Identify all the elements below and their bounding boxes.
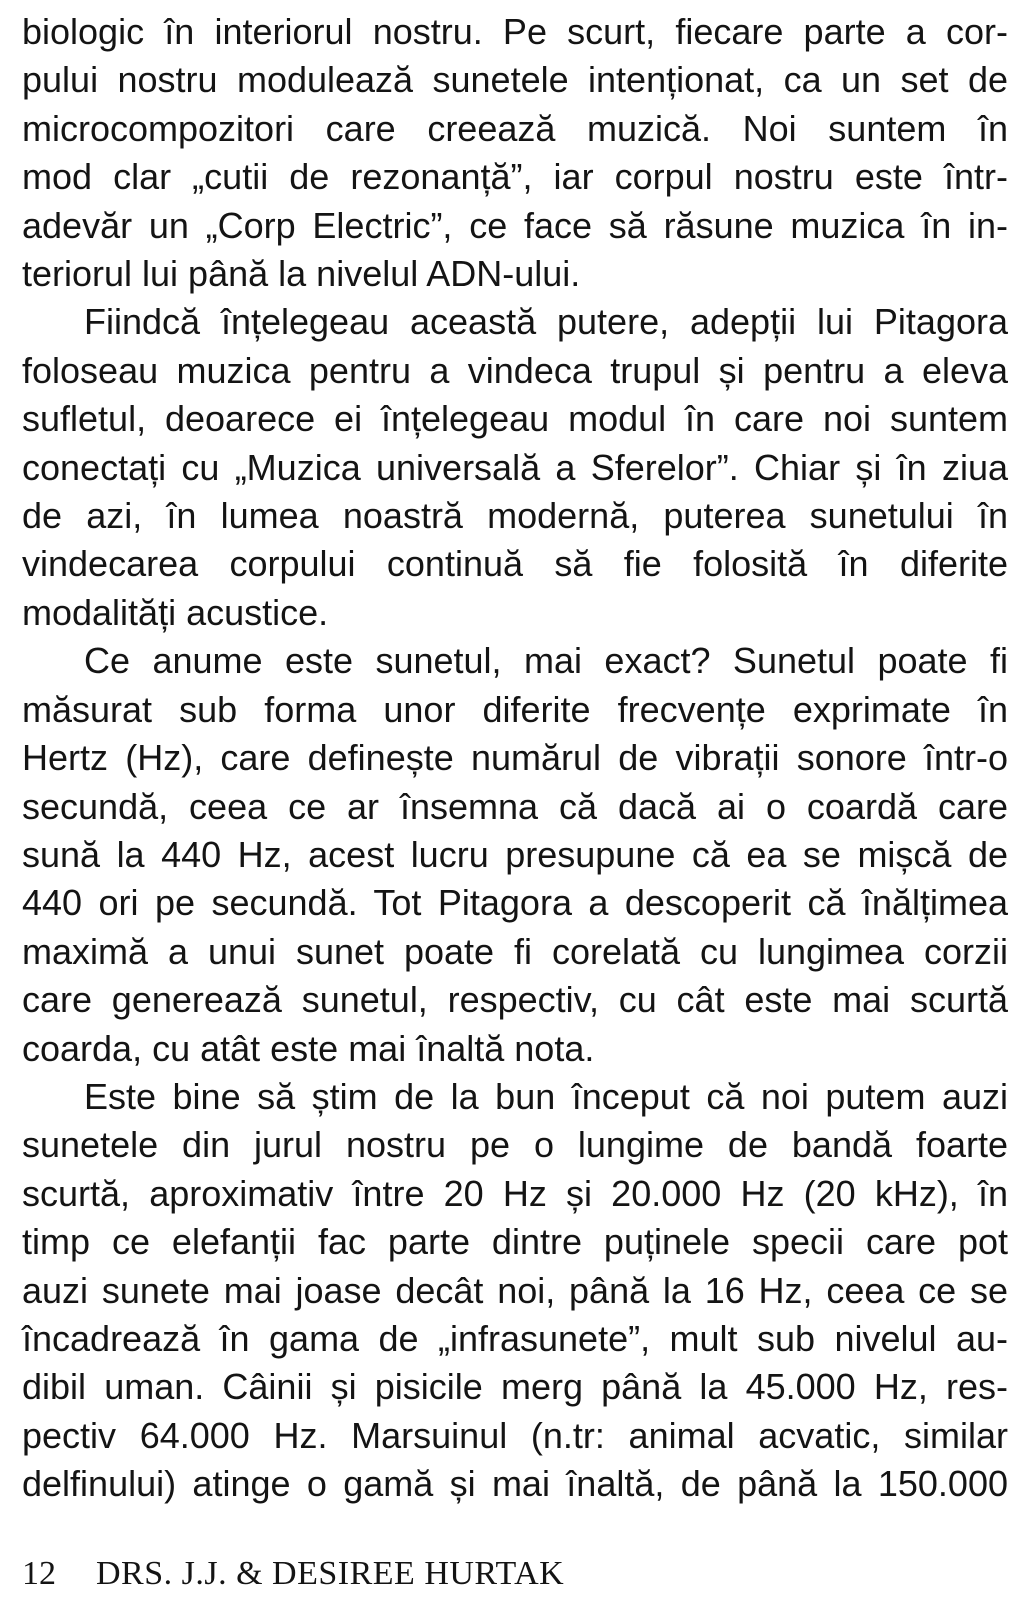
- paragraph: [22, 298, 1008, 637]
- page-number: 12: [22, 1554, 56, 1592]
- text-line: timp ce elefanții fac parte dintre puținele specii care pot: [22, 1221, 1008, 1263]
- text-line: care generează sunetul, respectiv, cu cât este mai scurtă: [22, 979, 1008, 1021]
- text-line: biologic în interiorul nostru. Pe scurt, fiecare parte a cor-: [22, 11, 1008, 52]
- running-title: DRS. J.J. & DESIREE HURTAK: [96, 1554, 565, 1592]
- text-line: adevăr un „Corp Electric”, ce face să răsune muzica în in-: [22, 204, 1008, 246]
- text-line: maximă a unui sunet poate fi corelată cu lungimea corzii: [22, 930, 1008, 972]
- paragraph: [22, 637, 1008, 1073]
- paragraph: [22, 8, 1008, 298]
- text-line: pului nostru modulează sunetele intenționat, ca un set de: [22, 59, 1008, 101]
- text-line: măsurat sub forma unor diferite frecvențe exprimate în: [22, 688, 1008, 730]
- text-line: secundă, ceea ce ar însemna că dacă ai o coardă care: [22, 785, 1008, 827]
- text-line: modalități acustice.: [22, 591, 329, 633]
- text-line: vindecarea corpului continuă să fie folosită în diferite: [22, 543, 1008, 585]
- text-line: Ce anume este sunetul, mai exact? Sunetul poate fi: [84, 640, 1008, 682]
- text-line: sună la 440 Hz, acest lucru presupune că ea se mișcă de: [22, 833, 1008, 875]
- text-line: scurtă, aproximativ între 20 Hz și 20.000 Hz (20 kHz), în: [22, 1172, 1008, 1214]
- text-line: de azi, în lumea noastră modernă, puterea sunetului în: [22, 495, 1008, 537]
- paragraph: [22, 1073, 1008, 1509]
- text-line: foloseau muzica pentru a vindeca trupul și pentru a eleva: [22, 349, 1008, 391]
- text-line: coarda, cu atât este mai înaltă nota.: [22, 1027, 595, 1069]
- page-footer: [22, 1555, 1008, 1593]
- text-line: Fiindcă înțelegeau această putere, adepții lui Pitagora: [84, 301, 1008, 343]
- text-line: dibil uman. Câinii și pisicile merg până la 45.000 Hz, res-: [22, 1366, 1008, 1408]
- text-line: Este bine să știm de la bun început că noi putem auzi: [84, 1075, 1008, 1117]
- text-line: încadrează în gama de „infrasunete”, mult sub nivelul au-: [22, 1317, 1008, 1359]
- body-text: [22, 8, 1008, 1509]
- text-line: pectiv 64.000 Hz. Marsuinul (n.tr: animal acvatic, similar: [22, 1414, 1008, 1456]
- text-line: auzi sunete mai joase decât noi, până la 16 Hz, ceea ce se: [22, 1269, 1008, 1311]
- text-line: 440 ori pe secundă. Tot Pitagora a descoperit că înălțimea: [22, 882, 1008, 924]
- text-line: sunetele din jurul nostru pe o lungime de bandă foarte: [22, 1124, 1008, 1166]
- text-line: teriorul lui până la nivelul ADN-ului.: [22, 253, 581, 295]
- text-line: delfinului) atinge o gamă și mai înaltă, de până la 150.000: [22, 1463, 1008, 1505]
- text-line: sufletul, deoarece ei înțelegeau modul în care noi suntem: [22, 398, 1008, 440]
- text-line: conectați cu „Muzica universală a Sferelor”. Chiar și în ziua: [22, 446, 1008, 488]
- text-line: Hertz (Hz), care definește numărul de vibrații sonore într-o: [22, 737, 1008, 779]
- text-line: mod clar „cutii de rezonanță”, iar corpul nostru este într-: [22, 156, 1008, 198]
- text-line: microcompozitori care creează muzică. Noi suntem în: [22, 107, 1008, 149]
